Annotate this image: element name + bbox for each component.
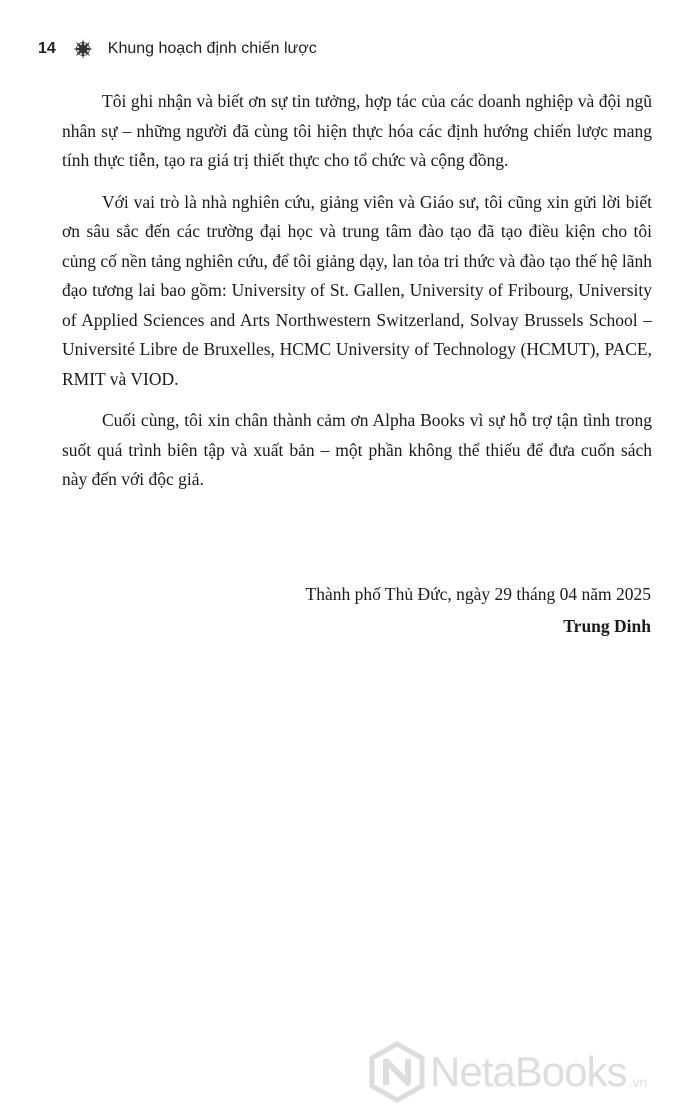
page-number: 14 [38, 40, 56, 57]
netabooks-logo-icon [368, 1041, 426, 1103]
paragraph-gratitude-businesses: Tôi ghi nhận và biết ơn sự tin tưởng, hợp tác của các doanh nghiệp và đội ngũ nhân sự – những người đã cùng tôi hiện thực hóa các định hướng chiến lược mang tính thực tiễn, tạo ra giá trị thiết thực cho tổ chức và cộng đồng. [62, 91, 652, 170]
paragraph-gratitude-universities: Với vai trò là nhà nghiên cứu, giảng viên và Giáo sư, tôi cũng xin gửi lời biết ơn sâu sắc đến các trường đại học và trung tâm đào tạo đã tạo điều kiện cho tôi củng cố nền tảng nghiên cứu, để tôi giảng dạy, lan tỏa tri thức và đào tạo thế hệ lãnh đạo tương lai bao gồm: University of St. Gallen, University of Fribourg, University of Applied Sciences and Arts Northwestern Switzerland, Solvay Brussels School – Université Libre de Bruxelles, HCMC University of Technology (HCMUT), PACE, RMIT và VIOD. [62, 191, 652, 389]
compass-star-icon [72, 38, 94, 60]
watermark [368, 1040, 698, 1104]
signature-block [306, 578, 652, 642]
running-title: Khung hoạch định chiến lược [107, 40, 317, 57]
body-text [62, 87, 652, 507]
paragraph-gratitude-publisher: Cuối cùng, tôi xin chân thành cảm ơn Alpha Books vì sự hỗ trợ tận tình trong suốt quá trình biên tập và xuất bản – một phần không thể thiếu để đưa cuốn sách này đến với độc giả. [62, 410, 652, 489]
watermark-suffix: .vn [628, 1074, 648, 1090]
running-header [38, 38, 317, 60]
author-name: Trung Dinh [563, 616, 651, 636]
place-date: Thành phố Thủ Đức, ngày 29 tháng 04 năm 2025 [305, 584, 651, 604]
watermark-text: NetaBooks [430, 1048, 627, 1095]
